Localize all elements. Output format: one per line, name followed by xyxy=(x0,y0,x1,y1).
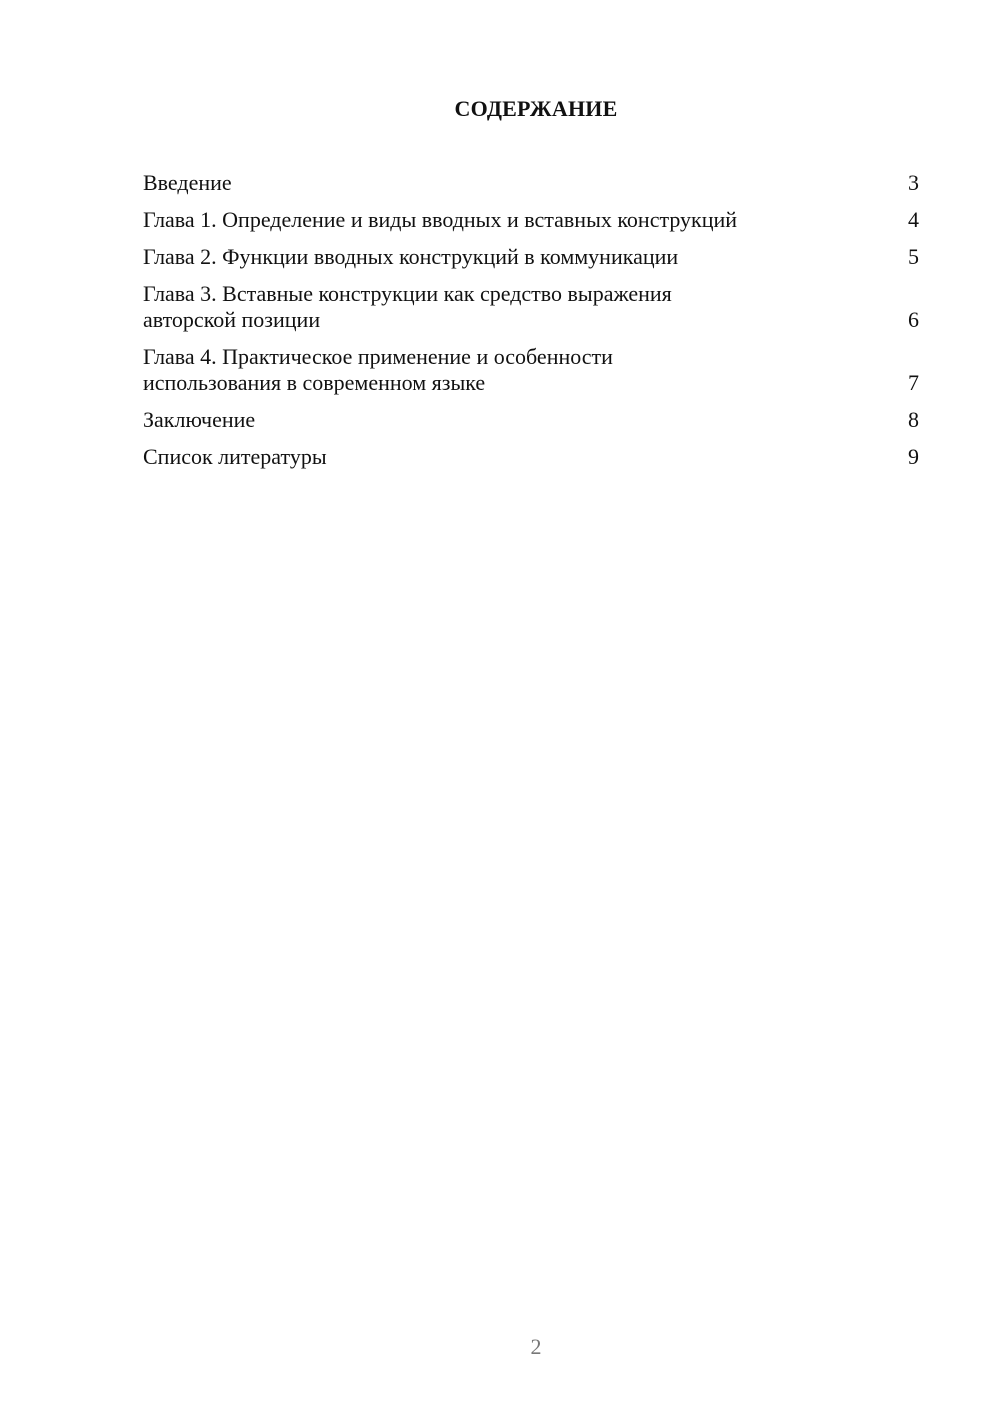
toc-entry xyxy=(143,444,919,470)
toc-entry xyxy=(143,244,919,270)
page-title: СОДЕРЖАНИЕ xyxy=(454,96,618,121)
toc-entry xyxy=(143,170,919,196)
toc-entry xyxy=(143,407,919,433)
toc-entry-title: Глава 3. Вставные конструкции как средство выражения авторской позиции xyxy=(143,281,672,332)
toc-entry-page: 6 xyxy=(908,307,919,332)
toc-entry xyxy=(143,281,919,333)
toc-entry-page: 4 xyxy=(908,207,919,232)
toc-entry-title: Список литературы xyxy=(143,444,327,469)
toc-entry-page: 5 xyxy=(908,244,919,269)
toc-entry-title: Глава 4. Практическое применение и особенности использования в современном языке xyxy=(143,344,613,395)
toc-entry-title: Глава 1. Определение и виды вводных и вставных конструкций xyxy=(143,207,738,232)
toc-entry-title: Заключение xyxy=(143,407,256,432)
toc-entry xyxy=(143,344,919,396)
toc-entry-page: 7 xyxy=(908,370,919,395)
toc-entry-page: 3 xyxy=(908,170,919,195)
toc-entry-title: Введение xyxy=(143,170,232,195)
toc-entry-title: Глава 2. Функции вводных конструкций в коммуникации xyxy=(143,244,679,269)
toc-entry xyxy=(143,207,919,233)
table-of-contents xyxy=(143,170,919,481)
toc-entry-page: 9 xyxy=(908,444,919,469)
page-number: 2 xyxy=(530,1334,542,1359)
toc-entry-page: 8 xyxy=(908,407,919,432)
